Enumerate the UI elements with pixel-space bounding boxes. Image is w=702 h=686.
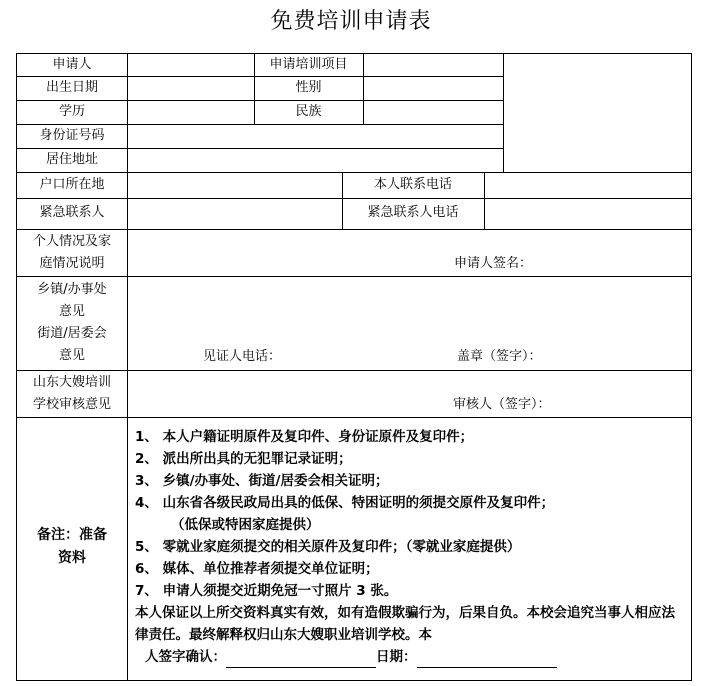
list-item: 5、 零就业家庭须提交的相关原件及复印件；（零就业家庭提供） [135,539,521,555]
label-town-line4: 意见 [58,348,85,363]
list-item: 1、 本人户籍证明原件及复印件、身份证原件及复印件； [135,429,474,445]
row-line [17,172,691,173]
confirm-signature-blank[interactable] [226,651,376,668]
label-remark-line1: 备注：准备 [37,527,107,543]
label-personal-line1: 个人情况及家 [32,234,111,249]
date-blank[interactable] [417,651,557,668]
required-documents-list [135,426,687,668]
row-line [17,370,691,371]
label-personal-line2: 庭情况说明 [39,256,105,271]
list-item: 2、 派出所出具的无犯罪记录证明； [135,451,352,467]
list-item: 3、 乡镇/办事处、街道/居委会相关证明； [135,473,389,489]
date-label: 日期： [376,649,417,665]
label-school-line1: 山东大嫂培训 [32,375,111,390]
row-line [17,198,691,199]
label-birth-date: 出生日期 [45,80,98,95]
reviewer-signature-label: 审核人（签字）： [453,397,551,412]
col-line [127,54,128,680]
label-emergency-contact: 紧急联系人 [39,205,105,220]
witness-phone-label: 见证人电话： [203,349,282,364]
label-project: 申请培训项目 [269,57,348,72]
list-item: 6、 媒体、单位推荐者须提交单位证明； [135,561,379,577]
list-item: 7、 申请人须提交近期免冠一寸照片 3 张。 [135,583,398,599]
col-line [484,172,485,229]
label-remark-line2: 资料 [58,550,86,566]
label-ethnicity: 民族 [295,104,322,119]
label-school-line2: 学校审核意见 [32,397,111,412]
label-town-line2: 意见 [58,304,85,319]
seal-signature-label: 盖章（签字）： [457,349,542,364]
label-address: 居住地址 [45,152,98,167]
label-education: 学历 [58,104,85,119]
label-applicant: 申请人 [52,57,92,72]
label-id-number: 身份证号码 [39,128,105,143]
col-line [363,54,364,124]
label-emergency-phone: 紧急联系人电话 [367,205,459,220]
label-hukou: 户口所在地 [39,177,105,192]
row-line [17,276,691,277]
label-town-line1: 乡镇/办事处 [37,282,107,297]
signature-line [135,646,687,668]
label-town-line3: 街道/居委会 [37,326,107,341]
row-line [17,229,691,230]
label-phone: 本人联系电话 [373,177,452,192]
confirm-label: 人签字确认： [145,649,226,665]
form-table [16,53,692,681]
photo-column-line [503,54,504,172]
applicant-signature-label: 申请人签名： [454,256,533,271]
list-item: 4、 山东省各级民政局出具的低保、特困证明的须提交原件及复印件； [135,495,555,511]
label-gender: 性别 [295,80,322,95]
row-line [17,417,691,418]
list-item: （低保或特困家庭提供） [171,517,320,533]
declaration-text: 本人保证以上所交资料真实有效，如有造假欺骗行为，后果自负。本校会追究当事人相应法律责任。最终解释权归山东大嫂职业培训学校。本 [135,605,675,643]
page-title: 免费培训申请表 [270,9,432,34]
